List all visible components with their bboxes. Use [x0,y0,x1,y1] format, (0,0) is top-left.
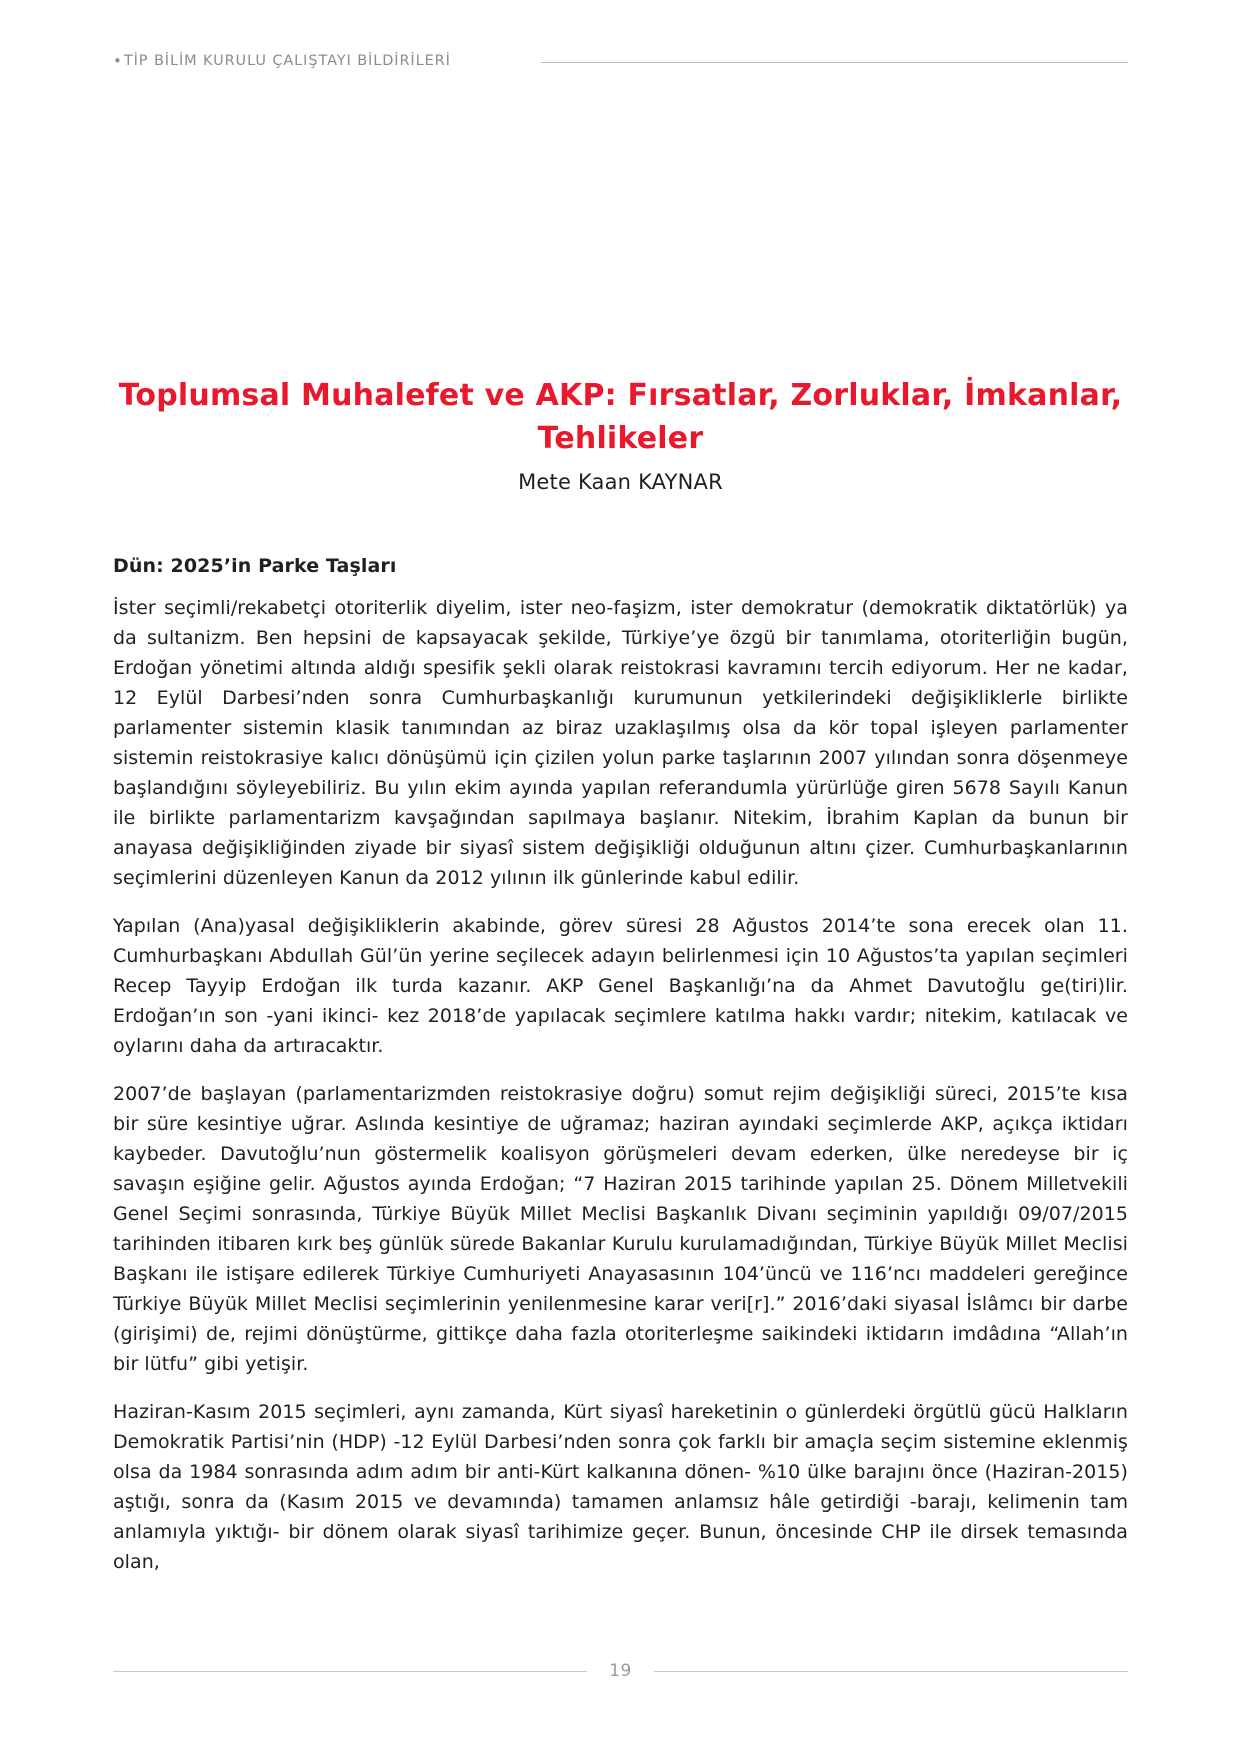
title-block [113,375,1128,494]
bullet-icon: • [113,51,122,70]
body-paragraph: İster seçimli/rekabetçi otoriterlik diyelim, ister neo-faşizm, ister demokratur (demokratik diktatörlük) ya da sultanizm. Ben hepsini de kapsayacak şekilde, Türkiye’ye özgü bir tanımlama, otoriterliğin bugün, Erdoğan yönetimi altında aldığı spesifik şekli olarak reistokrasi kavramını tercih ediyorum. Her ne kadar, 12 Eylül Darbesi’nden sonra Cumhurbaşkanlığı kurumunun yetkilerindeki değişikliklerle birlikte parlamenter sistemin klasik tanımından az biraz uzaklaşılmış olsa da kör topal işleyen parlamenter sistemin reistokrasiye kalıcı dönüşümü için çizilen yolun parke taşlarının 2007 yılından sonra döşenmeye başlandığını söyleyebiliriz. Bu yılın ekim ayında yapılan referandumla yürürlüğe giren 5678 Sayılı Kanun ile birlikte parlamentarizm kavşağından sapılmaya başlanır. Nitekim, İbrahim Kaplan da bunun bir anayasa değişikliğinden ziyade bir siyasî sistem değişikliği olduğunun altını çizer. Cumhurbaşkanlarının seçimlerini düzenleyen Kanun da 2012 yılının ilk günlerinde kabul edilir. [113,597,1128,890]
page-footer [113,1661,1128,1681]
footer-divider-left [113,1671,587,1672]
running-header [113,48,1128,74]
body-paragraph: 2007’de başlayan (parlamentarizmden reistokrasiye doğru) somut rejim değişikliği süreci, 2015’te kısa bir süre kesintiye uğrar. Aslında kesintiye de uğramaz; haziran ayındaki seçimlerde AKP, açıkça iktidarı kaybeder. Davutoğlu’nun göstermelik koalisyon görüşmeleri devam ederken, ülke neredeyse bir iç savaşın eşiğine gelir. Ağustos ayında Erdoğan; “7 Haziran 2015 tarihinde yapılan 25. Dönem Milletvekili Genel Seçimi sonrasında, Türkiye Büyük Millet Meclisi Başkanlık Divanı seçiminin yapıldığı 09/07/2015 tarihinden itibaren kırk beş günlük sürede Bakanlar Kurulu kurulamadığından, Türkiye Büyük Millet Meclisi Başkanı ile istişare edilerek Türkiye Cumhuriyeti Anayasasının 104’üncü ve 116’ncı maddeleri gereğince Türkiye Büyük Millet Meclisi seçimlerinin yenilenmesine karar veri[r].” 2016’daki siyasal İslâmcı bir darbe (girişimi) de, rejimi dönüştürme, gittikçe daha fazla otoriterleşme saikindeki iktidarın imdâdına “Allah’ın bir lütfu” gibi yetişir. [113,1083,1128,1376]
header-divider [541,62,1128,63]
running-header-title: TİP BİLİM KURULU ÇALIŞTAYI BİLDİRİLERİ [123,53,451,69]
author-name: Mete Kaan KAYNAR [518,470,723,495]
page-number: 19 [609,1661,632,1681]
body-paragraph: Haziran-Kasım 2015 seçimleri, aynı zamanda, Kürt siyasî hareketinin o günlerdeki örgütlü gücü Halkların Demokratik Partisi’nin (HDP) -12 Eylül Darbesi’nden sonra çok farklı bir amaçla seçim sistemine eklenmiş olsa da 1984 sonrasında adım adım bir anti-Kürt kalkanına dönen- %10 ülke barajını önce (Haziran-2015) aştığı, sonra da (Kasım 2015 ve devamında) tamamen anlamsız hâle getirdiği -barajı, kelimenin tam anlamıyla yıktığı- bir dönem olarak siyasî tarihimize geçer. Bunun, öncesinde CHP ile dirsek temasında olan, [113,1401,1128,1574]
page-title: Toplumsal Muhalefet ve AKP: Fırsatlar, Zorluklar, İmkanlar, Tehlikeler [118,378,1123,456]
section-heading: Dün: 2025’in Parke Taşları [113,555,397,577]
body-column [113,555,1128,1577]
body-paragraph: Yapılan (Ana)yasal değişikliklerin akabinde, görev süresi 28 Ağustos 2014’te sona erecek olan 11. Cumhurbaşkanı Abdullah Gül’ün yerine seçilecek adayın belirlenmesi için 10 Ağustos’ta yapılan seçimleri Recep Tayyip Erdoğan ilk turda kazanır. AKP Genel Başkanlığı’na da Ahmet Davutoğlu ge(tiri)lir. Erdoğan’ın son -yani ikinci- kez 2018’de yapılacak seçimlere katılma hakkı vardır; nitekim, katılacak ve oylarını daha da artıracaktır. [113,915,1128,1058]
footer-divider-right [654,1671,1128,1672]
